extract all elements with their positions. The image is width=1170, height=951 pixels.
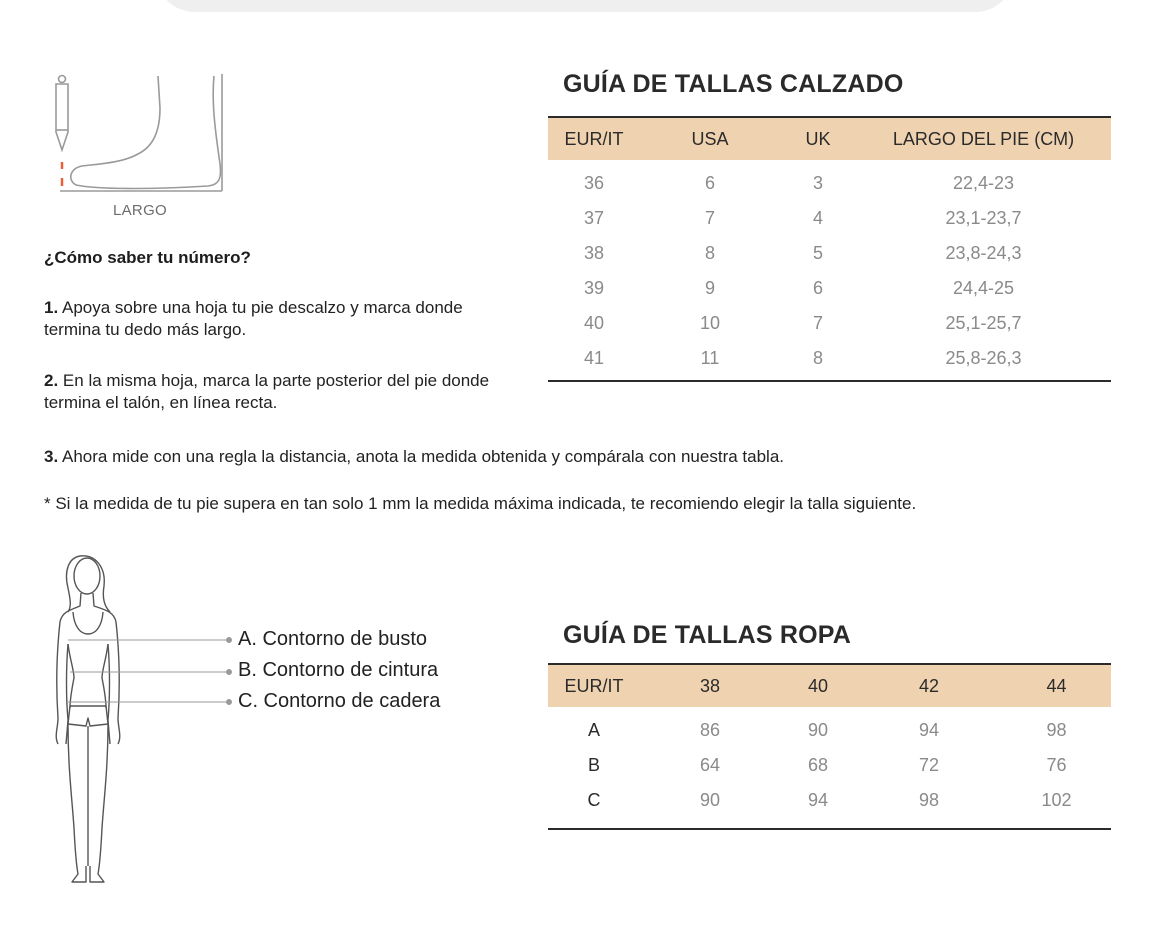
- header-size: 40: [780, 664, 856, 707]
- header-usa: USA: [640, 117, 780, 160]
- cell: 39: [583, 278, 605, 298]
- body-measure-illustration: [40, 548, 270, 890]
- row-label: B: [587, 755, 600, 775]
- cell: 98: [1046, 720, 1067, 740]
- cell: 4: [812, 208, 823, 228]
- table-row: [548, 201, 1111, 236]
- cell: 94: [807, 790, 829, 810]
- step-1: [44, 297, 504, 341]
- cell: 9: [704, 278, 715, 298]
- step-2: [44, 370, 504, 414]
- table-row: [548, 707, 1111, 748]
- cell: 41: [583, 348, 605, 368]
- foot-largo-label: LARGO: [112, 202, 167, 219]
- header-foot-length: LARGO DEL PIE (CM): [856, 117, 1111, 160]
- cell: 6: [812, 278, 823, 298]
- table-row: [548, 783, 1111, 829]
- table-row: [548, 160, 1111, 201]
- how-to-question: ¿Cómo saber tu número?: [44, 248, 251, 267]
- cell: 24,4-25: [952, 278, 1015, 298]
- shoe-table-title: GUÍA DE TALLAS CALZADO: [563, 70, 904, 98]
- measure-lines: [68, 638, 232, 705]
- cell: 40: [583, 313, 605, 333]
- header-uk: UK: [780, 117, 856, 160]
- cell: 3: [812, 173, 823, 193]
- cell: 23,1-23,7: [945, 208, 1022, 228]
- body-outline-icon: [56, 556, 120, 882]
- clothing-table-title: GUÍA DE TALLAS ROPA: [563, 621, 852, 649]
- top-bar: [155, 0, 1015, 12]
- cell: 90: [807, 720, 829, 740]
- step-text: Ahora mide con una regla la distancia, anota la medida obtenida y compárala con nuestra tabla.: [61, 447, 784, 466]
- cell: 76: [1046, 755, 1067, 775]
- table-row: [548, 341, 1111, 381]
- hip-measure-label: C. Contorno de cadera: [238, 690, 441, 712]
- cell: 7: [812, 313, 823, 333]
- cell: 8: [812, 348, 823, 368]
- shoe-size-table: [548, 116, 1111, 382]
- cell: 90: [699, 790, 721, 810]
- step-text: Apoya sobre una hoja tu pie descalzo y marca donde termina tu dedo más largo.: [44, 298, 463, 339]
- foot-icon: [71, 76, 221, 189]
- header-size: 44: [1002, 664, 1111, 707]
- header-eur: EUR/IT: [548, 664, 640, 707]
- cell: 86: [699, 720, 721, 740]
- cell: 94: [918, 720, 940, 740]
- cell: 98: [918, 790, 940, 810]
- header-size: 42: [856, 664, 1002, 707]
- step-number: 3.: [44, 447, 59, 466]
- cell: 25,8-26,3: [945, 348, 1022, 368]
- cell: 36: [583, 173, 605, 193]
- cell: 37: [583, 208, 605, 228]
- cell: 8: [704, 243, 715, 263]
- bust-measure-label: A. Contorno de busto: [238, 628, 428, 650]
- table-header-row: [548, 117, 1111, 160]
- size-note: * Si la medida de tu pie supera en tan solo 1 mm la medida máxima indicada, te recomiendo elegir la talla siguiente.: [44, 494, 917, 513]
- cell: 10: [699, 313, 721, 333]
- table-header-row: [548, 664, 1111, 707]
- cell: 23,8-24,3: [945, 243, 1022, 263]
- cell: 64: [699, 755, 721, 775]
- table-row: [548, 306, 1111, 341]
- cell: 102: [1041, 790, 1072, 810]
- table-row: [548, 236, 1111, 271]
- step-number: 1.: [44, 298, 59, 317]
- cell: 38: [583, 243, 605, 263]
- row-label: A: [587, 720, 600, 740]
- step-text: En la misma hoja, marca la parte posterior del pie donde termina el talón, en línea recta.: [44, 371, 490, 412]
- cell: 6: [704, 173, 715, 193]
- step-3: [44, 446, 1144, 468]
- pencil-icon: [56, 76, 68, 151]
- waist-measure-label: B. Contorno de cintura: [238, 659, 439, 681]
- header-eur: EUR/IT: [548, 117, 640, 160]
- header-size: 38: [640, 664, 780, 707]
- cell: 25,1-25,7: [945, 313, 1022, 333]
- cell: 68: [807, 755, 829, 775]
- row-label: C: [587, 790, 601, 810]
- table-row: [548, 271, 1111, 306]
- cell: 5: [812, 243, 823, 263]
- step-number: 2.: [44, 371, 59, 390]
- cell: 11: [700, 348, 720, 368]
- cell: 22,4-23: [952, 173, 1015, 193]
- cell: 72: [918, 755, 940, 775]
- table-row: [548, 748, 1111, 783]
- cell: 7: [704, 208, 715, 228]
- clothing-size-table: [548, 663, 1111, 830]
